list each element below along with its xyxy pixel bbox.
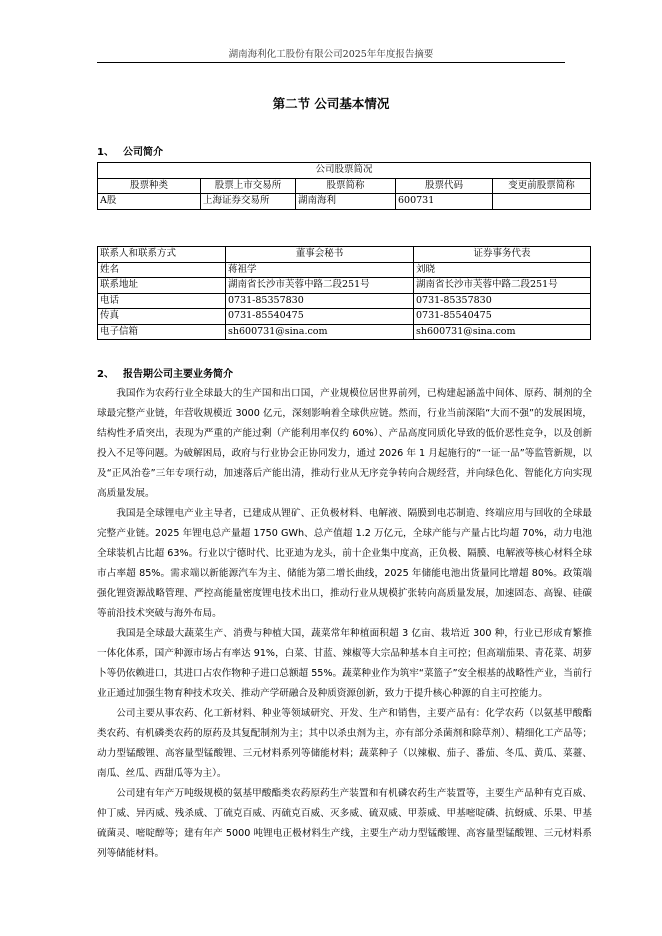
paragraph-company-business: 公司主要从事农药、化工新材料、种业等领域研究、开发、生产和销售，主要产品有：化学农药（以氨基甲酸酯类农药、有机磷类农药的原药及其复配制剂为主；其中以杀虫剂为主，亦有部分杀菌剂和除草剂）、精细化工产品等；动力型锰酸锂、高容量型锰酸锂、三元材料系列等储能材料；蔬菜种子（以辣椒、茄子、番茄、冬瓜、黄瓜、菜薹、南瓜、丝瓜、西甜瓜等为主）。	[97, 708, 592, 779]
column-header: 股票上市交易所	[201, 178, 296, 194]
column-header: 变更前股票简称	[493, 178, 591, 194]
table-cell: 600731	[396, 194, 493, 210]
paragraph-vegetable-seed-industry: 我国是全球最大蔬菜生产、消费与种植大国，蔬菜常年种植面积超 3 亿亩、栽培近 300 种，行业已形成育繁推一体化体系，国产种源市场占有率达 91%，白菜、甘蓝、辣椒等大宗品种基本自主可控；但高端茄果、青花菜、胡萝卜等仍依赖进口，其进口占农作物种子进口总额超 55%。蔬菜种业作为筑牢“菜篮子”安全根基的战略性产业，当前行业正通过加强生物育种技术攻关、推动产学研融合及种质资源创新，致力于提升核心种源的自主可控能力。	[97, 628, 592, 699]
table-cell: 湖南省长沙市芙蓉中路二段251号	[226, 278, 414, 294]
column-header: 股票简称	[296, 178, 396, 194]
running-header: 湖南海利化工股份有限公司2025年年度报告摘要	[228, 49, 434, 60]
subheading-number: 1、	[97, 147, 114, 158]
table-cell: 0731-85357830	[414, 293, 591, 309]
subheading-business-overview	[97, 365, 233, 380]
table-cell: A股	[98, 194, 201, 210]
column-header: 联系人和联系方式	[98, 247, 226, 263]
table-caption-row	[98, 163, 591, 179]
stock-overview-table	[97, 162, 591, 210]
column-header: 股票种类	[98, 178, 201, 194]
table-cell: 湖南海利	[296, 194, 396, 210]
table-cell: 上海证券交易所	[201, 194, 296, 210]
table-row	[98, 324, 591, 340]
table-cell: 0731-85357830	[226, 293, 414, 309]
section-title: 第二节 公司基本情况	[272, 96, 390, 111]
table-cell: sh600731@sina.com	[226, 324, 414, 340]
table-cell: 联系地址	[98, 278, 226, 294]
subheading-title: 公司简介	[123, 147, 163, 158]
table-cell: 传真	[98, 309, 226, 325]
column-header: 股票代码	[396, 178, 493, 194]
table-row	[98, 194, 591, 210]
table-row	[98, 293, 591, 309]
table-cell: sh600731@sina.com	[414, 324, 591, 340]
table-cell: 刘晓	[414, 262, 591, 278]
table-cell	[493, 194, 591, 210]
subheading-number: 2、	[97, 369, 114, 380]
paragraph-production-capacity: 公司建有年产万吨级规模的氨基甲酸酯类农药原药生产装置和有机磷农药生产装置等，主要生产品种有克百威、仲丁威、异丙威、残杀威、丁硫克百威、丙硫克百威、灭多威、硫双威、甲萘威、甲基嘧啶磷、抗蚜威、乐果、甲基硫菌灵、嘧啶醇等；建有年产 5000 吨锂电正极材料生产线，主要生产动力型锰酸锂、高容量型锰酸锂、三元材料系列等储能材料。	[97, 788, 592, 859]
table-cell: 湖南省长沙市芙蓉中路二段251号	[414, 278, 591, 294]
table-header-row	[98, 247, 591, 263]
paragraph-pesticide-industry: 我国作为农药行业全球最大的生产国和出口国，产业规模位居世界前列，已构建起涵盖中间体、原药、制剂的全球最完整产业链，年营收规模近 3000 亿元，深刻影响着全球供应链。然而，行业当前深陷“大而不强”的发展困境，结构性矛盾突出，表现为严重的产能过剩（产能利用率仅约 60%）、产品高度同质化导致的低价恶性竞争，以及创新投入不足等问题。为破解困局，政府与行业协会正协同发力，通过 2026 年 1 月起施行的“一证一品”等监管新规，以及“正风治卷”三年专项行动，加速落后产能出清，推动行业从无序竞争转向合规经营，并向绿色化、智能化方向实现高质量发展。	[97, 388, 592, 499]
table-cell: 0731-85540475	[226, 309, 414, 325]
table-row	[98, 262, 591, 278]
subheading-title: 报告期公司主要业务简介	[123, 369, 233, 380]
paragraph-lithium-battery-industry: 我国是全球锂电产业主导者，已建成从锂矿、正负极材料、电解液、隔膜到电芯制造、终端应用与回收的全球最完整产业链。2025 年锂电总产量超 1750 GWh、总产值超 1.2 万亿元，全球产能与产量占比均超 70%，动力电池全球装机占比超 63%。行业以宁德时代、比亚迪为龙头，前十企业集中度高，正负极、隔膜、电解液等核心材料全球市占率超 85%。需求端以新能源汽车为主、储能为第二增长曲线，2025 年储能电池出货量同比增超 80%。政策端强化锂资源战略管理、严控高能量密度锂电技术出口，推动行业从规模扩张转向高质量发展，加速固态、高镍、硅碳等前沿技术突破与海外布局。	[97, 508, 592, 619]
table-cell: 电子信箱	[98, 324, 226, 340]
table-caption: 公司股票简况	[98, 163, 591, 179]
table-cell: 0731-85540475	[414, 309, 591, 325]
business-description	[97, 384, 592, 864]
table-cell: 电话	[98, 293, 226, 309]
column-header: 证券事务代表	[414, 247, 591, 263]
table-header-row	[98, 178, 591, 194]
contact-info-table	[97, 246, 591, 340]
table-row	[98, 278, 591, 294]
subheading-company-profile	[97, 143, 163, 158]
column-header: 董事会秘书	[226, 247, 414, 263]
table-cell: 蒋祖学	[226, 262, 414, 278]
table-row	[98, 309, 591, 325]
header-rule	[97, 62, 565, 63]
table-cell: 姓名	[98, 262, 226, 278]
